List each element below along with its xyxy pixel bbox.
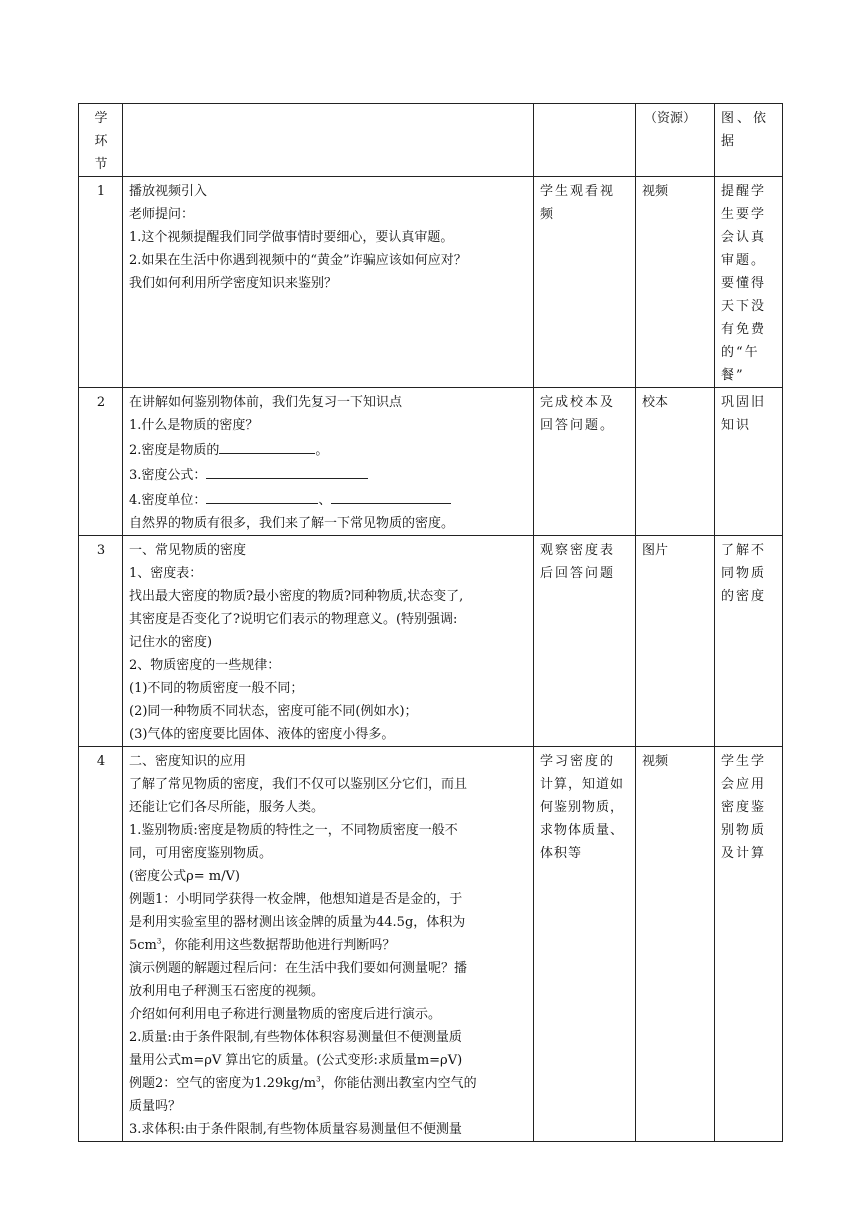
content-line: 演示例题的解题过程后问：在生活中我们要如何测量呢？播: [129, 961, 468, 976]
content-line: (1)不同的物质密度一般不同；: [129, 681, 304, 696]
fill-blank: [331, 487, 451, 504]
content-line: [129, 437, 528, 462]
intent-line: 会应用: [721, 777, 767, 792]
header-intent-cell: [715, 104, 783, 177]
content-line: 量用公式m=ρV 算出它的质量。(公式变形:求质量m=ρV): [129, 1053, 463, 1068]
content-line: 例题1：小明同学获得一枚金牌，他想知道是否是金的，于: [129, 892, 463, 907]
row-intent-cell: [715, 388, 783, 536]
content-line: 老师提问：: [129, 207, 195, 222]
row-resource-cell: 图片: [636, 536, 715, 747]
row-content-cell: [123, 388, 534, 536]
content-line: 其密度是否变化了?说明它们表示的物理意义。(特别强调:: [129, 612, 458, 627]
activity-line: 回答问题。: [540, 418, 616, 433]
intent-line: 了解不: [721, 543, 767, 558]
row-number: 3: [79, 536, 123, 747]
intent-line: 密度鉴: [721, 800, 767, 815]
activity-line: 何鉴别物质，: [540, 800, 625, 815]
header-resource-label: （资源）: [644, 111, 697, 126]
table-row: [79, 536, 783, 747]
activity-line: 频: [540, 207, 556, 222]
row-resource-cell: 校本: [636, 388, 715, 536]
content-line: 我们如何利用所学密度知识来鉴别？: [129, 276, 338, 291]
table-header-row: [79, 104, 783, 177]
activity-line: 学习密度的: [540, 754, 616, 769]
table-row: [79, 388, 783, 536]
content-line: 二、密度知识的应用: [129, 754, 247, 769]
content-line: 是利用实验室里的器材测出该金牌的质量为44.5g，体积为: [129, 915, 466, 930]
content-line: 1、密度表：: [129, 566, 203, 581]
content-line: 播放视频引入: [129, 184, 208, 199]
fill-blank: [206, 487, 318, 504]
content-line: 2.如果在生活中你遇到视频中的“黄金”诈骗应该如何应对？: [129, 253, 467, 268]
content-text: 5cm: [129, 938, 157, 953]
intent-line: 提醒学: [721, 184, 767, 199]
header-activity-cell: [534, 104, 636, 177]
content-line: 在讲解如何鉴别物体前，我们先复习一下知识点: [129, 395, 403, 410]
intent-line: 别物质: [721, 823, 767, 838]
row-activity-cell: [534, 536, 636, 747]
intent-line: 及计算: [721, 846, 767, 861]
intent-line: 有免费: [721, 322, 767, 337]
intent-line: 同物质: [721, 566, 767, 581]
table-row: [79, 177, 783, 388]
row-number: 2: [79, 388, 123, 536]
header-stage-char: 学: [94, 111, 108, 126]
intent-line: 天下没: [721, 299, 767, 314]
content-text: ，你能估测出教室内空气的: [320, 1076, 477, 1091]
content-line: 自然界的物质有很多，我们来了解一下常见物质的密度。: [129, 516, 455, 531]
row-intent-cell: [715, 536, 783, 747]
superscript-cube: 3: [156, 937, 162, 946]
content-line: [129, 1072, 528, 1095]
header-stage-cell: [79, 104, 123, 177]
intent-line: 知识: [721, 418, 752, 433]
content-line: 一、常见物质的密度: [129, 543, 247, 558]
header-content-cell: [123, 104, 534, 177]
activity-line: 完成校本及: [540, 395, 616, 410]
activity-line: 学生观看视: [540, 184, 616, 199]
header-intent-label: 图、依据: [721, 111, 770, 149]
content-line: (3)气体的密度要比固体、液体的密度小得多。: [129, 727, 395, 742]
fill-blank: [219, 437, 315, 454]
content-line: 还能让它们各尽所能，服务人类。: [129, 800, 325, 815]
row-resource-cell: 视频: [636, 177, 715, 388]
content-line: (密度公式ρ= m/V): [129, 869, 240, 884]
content-line: 1.什么是物质的密度？: [129, 418, 259, 433]
content-line: 找出最大密度的物质?最小密度的物质?同种物质,状态变了,: [129, 589, 464, 604]
content-line: (2)同一种物质不同状态，密度可能不同(例如水)；: [129, 704, 418, 719]
row-content-cell: [123, 536, 534, 747]
content-text: 。: [315, 443, 329, 458]
content-line: 2.质量:由于条件限制,有些物体体积容易测量但不便测量质: [129, 1030, 462, 1045]
content-line: [129, 934, 528, 957]
content-line: 3.求体积:由于条件限制,有些物体质量容易测量但不便测量: [129, 1122, 462, 1137]
row-intent-cell: [715, 747, 783, 1142]
intent-line: 餐”: [721, 368, 745, 383]
content-line: 介绍如何利用电子称进行测量物质的密度后进行演示。: [129, 1007, 442, 1022]
intent-line: 要懂得: [721, 276, 767, 291]
row-intent-cell: [715, 177, 783, 388]
header-stage-char: 节: [94, 157, 108, 172]
content-line: 1.这个视频提醒我们同学做事情时要细心，要认真审题。: [129, 230, 454, 245]
content-text: 4.密度单位：: [129, 493, 207, 508]
content-line: [129, 487, 528, 512]
intent-line: 的密度: [721, 589, 767, 604]
row-content-cell: [123, 747, 534, 1142]
lesson-plan-table: [78, 103, 783, 1142]
content-line: 了解了常见物质的密度，我们不仅可以鉴别区分它们，而且: [129, 777, 468, 792]
row-number: 1: [79, 177, 123, 388]
content-text: 例题2：空气的密度为1.29kg/m: [129, 1076, 317, 1091]
intent-line: 学生学: [721, 754, 767, 769]
row-activity-cell: [534, 747, 636, 1142]
content-line: 1.鉴别物质:密度是物质的特性之一，不同物质密度一般不: [129, 823, 458, 838]
table-row: [79, 747, 783, 1142]
activity-line: 体积等: [540, 846, 583, 861]
activity-line: 观察密度表: [540, 543, 616, 558]
row-content-cell: [123, 177, 534, 388]
content-text: ，你能利用这些数据帮助他进行判断吗？: [161, 938, 396, 953]
content-line: 质量吗？: [129, 1099, 182, 1114]
superscript-cube: 3: [316, 1075, 321, 1084]
intent-line: 审题。: [721, 253, 767, 268]
content-text: 、: [318, 493, 332, 508]
content-line: 同，可用密度鉴别物质。: [129, 846, 273, 861]
row-activity-cell: [534, 177, 636, 388]
intent-line: 生要学: [721, 207, 767, 222]
row-activity-cell: [534, 388, 636, 536]
activity-line: 求物体质量、: [540, 823, 625, 838]
intent-line: 会认真: [721, 230, 767, 245]
header-resource-cell: [636, 104, 715, 177]
header-stage-char: 环: [94, 134, 108, 149]
content-line: 放利用电子秤测玉石密度的视频。: [129, 984, 325, 999]
content-text: 2.密度是物质的: [129, 443, 220, 458]
intent-line: 巩固旧: [721, 395, 767, 410]
row-resource-cell: 视频: [636, 747, 715, 1142]
content-line: 记住水的密度): [129, 635, 213, 650]
intent-line: 的“午: [721, 345, 760, 360]
content-line: 2、物质密度的一些规律：: [129, 658, 281, 673]
fill-blank: [206, 462, 368, 479]
row-number: 4: [79, 747, 123, 1142]
activity-line: 后回答问题: [540, 566, 616, 581]
content-text: 3.密度公式：: [129, 468, 207, 483]
activity-line: 计算，知道如: [540, 777, 625, 792]
content-line: [129, 462, 528, 487]
